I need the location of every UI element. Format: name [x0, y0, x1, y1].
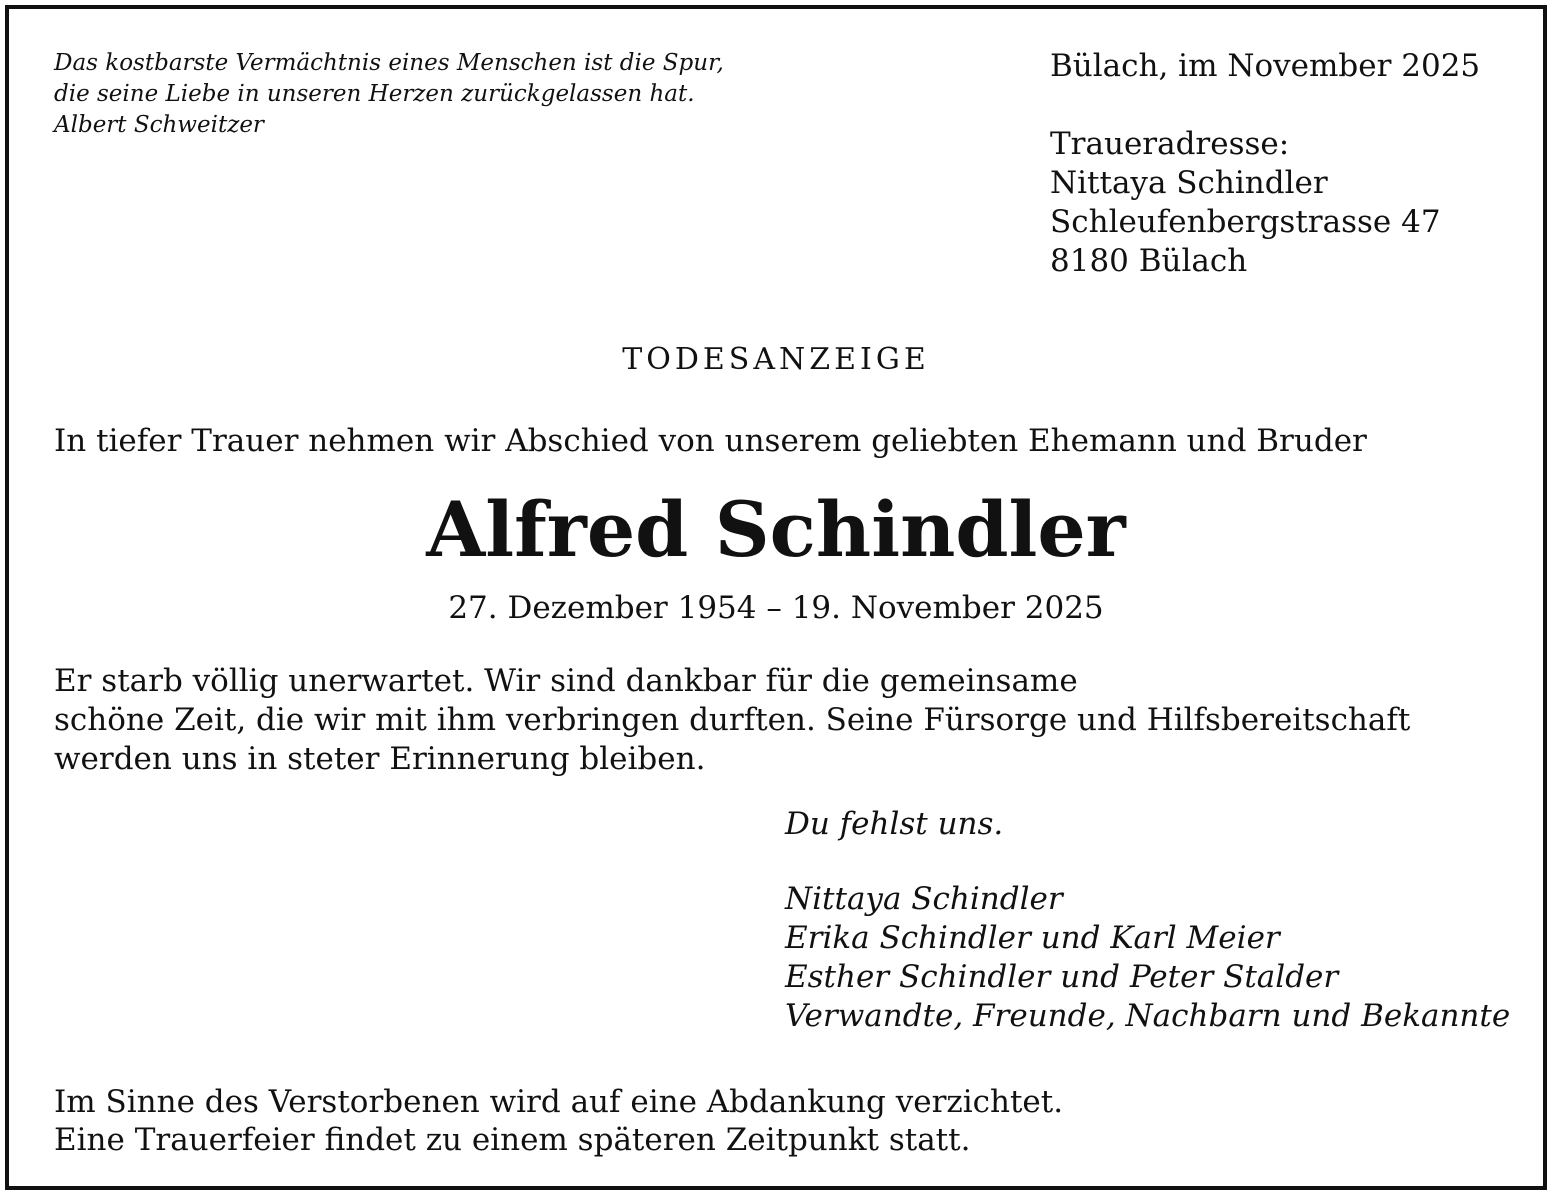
- footer-line: Im Sinne des Verstorbenen wird auf eine Abdankung verzichtet.: [54, 1084, 1064, 1120]
- signoff: Du fehlst uns.: [785, 806, 1004, 842]
- body-text: [54, 662, 1410, 779]
- footer-note: [54, 1083, 1063, 1159]
- address-street: Schleufenbergstrasse 47: [1050, 204, 1441, 240]
- signatory: Verwandte, Freunde, Nachbarn und Bekannte: [785, 998, 1511, 1034]
- signatory: Nittaya Schindler: [785, 881, 1063, 917]
- quote-author: Albert Schweitzer: [54, 112, 264, 138]
- intro-text: In tiefer Trauer nehmen wir Abschied von unserem geliebten Ehemann und Bruder: [54, 423, 1367, 459]
- deceased-name: Alfred Schindler: [426, 485, 1126, 574]
- epigraph-quote: [54, 48, 724, 141]
- body-line: werden uns in steter Erinnerung bleiben.: [54, 741, 706, 777]
- life-dates: 27. Dezember 1954 – 19. November 2025: [448, 590, 1104, 626]
- address-label: Traueradresse:: [1050, 126, 1290, 162]
- address-city: 8180 Bülach: [1050, 243, 1248, 279]
- signatories: [785, 880, 1510, 1036]
- footer-line: Eine Trauerfeier findet zu einem späteren Zeitpunkt statt.: [54, 1122, 971, 1158]
- quote-line: Das kostbarste Vermächtnis eines Menschen ist die Spur,: [54, 50, 724, 76]
- place-date: Bülach, im November 2025: [1050, 48, 1481, 84]
- mourning-address: [1050, 125, 1441, 281]
- address-name: Nittaya Schindler: [1050, 165, 1328, 201]
- body-line: Er starb völlig unerwartet. Wir sind dankbar für die gemeinsame: [54, 663, 1078, 699]
- signatory: Esther Schindler und Peter Stalder: [785, 959, 1339, 995]
- body-line: schöne Zeit, die wir mit ihm verbringen durften. Seine Fürsorge und Hilfsbereitschaft: [54, 702, 1411, 738]
- notice-type-heading: TODESANZEIGE: [622, 342, 930, 377]
- quote-line: die seine Liebe in unseren Herzen zurückgelassen hat.: [54, 81, 695, 107]
- signatory: Erika Schindler und Karl Meier: [785, 920, 1280, 956]
